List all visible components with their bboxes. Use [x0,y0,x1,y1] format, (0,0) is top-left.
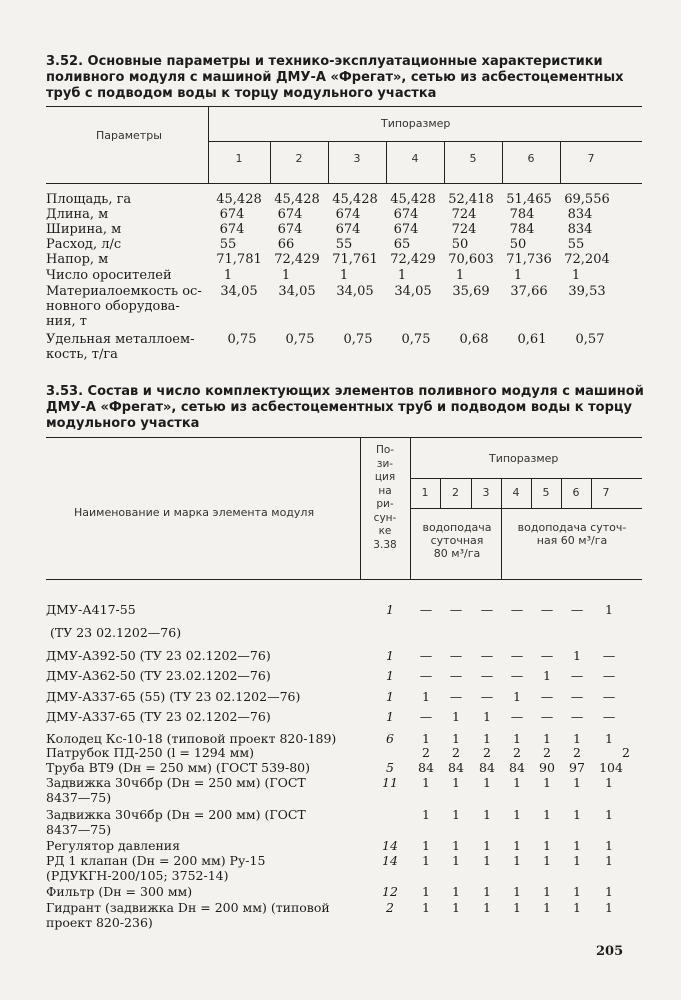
water80-line: 80 м³/га [433,547,481,560]
cell: 834 [567,222,593,237]
cell: 1 [422,689,430,704]
cell: 674 [277,207,303,222]
table2-col-divider [531,478,532,508]
cell: 0,75 [343,332,373,347]
table1-col-divider [560,141,561,183]
table1-col-divider [502,141,503,183]
cell: 72,429 [274,252,320,267]
cell: 1 [452,900,460,915]
cell: — [449,689,463,704]
position-number: 1 [386,648,394,663]
cell: 1 [513,775,521,790]
table2-top-rule [46,437,642,438]
cell: — [510,668,524,683]
water80-line: водоподача [422,521,492,534]
cell: 1 [513,689,521,704]
cell: 724 [451,222,477,237]
position-number: 14 [382,838,398,853]
row-label: Колодец Кс-10-18 (типовой проект 820-189) [46,731,337,746]
cell: 1 [452,853,460,868]
row-label: Площадь, га [46,192,132,207]
table2-caption-line-3: модульного участка [46,416,200,431]
cell: 0,68 [459,332,489,347]
cell: 674 [277,222,303,237]
table2-col-header: 7 [602,486,610,499]
table1-group-rule [208,141,642,142]
cell: 55 [567,237,585,252]
table1-group-header: Типоразмер [381,117,451,130]
cell: 834 [567,207,593,222]
row-label: ния, т [46,314,87,329]
cell: 784 [509,222,535,237]
water60-line: водоподача суточ- [517,521,627,534]
cell: 1 [543,668,551,683]
table1-caption-line-2: поливного модуля с машиной ДМУ-А «Фрегат», сетью из асбестоцементных [46,70,624,85]
table2-group-rule [410,478,642,479]
cell: 0,61 [517,332,547,347]
row-label: Ширина, м [46,222,122,237]
position-number: 1 [386,602,394,617]
cell: 1 [605,602,613,617]
cell: 1 [573,853,581,868]
position-number: 2 [386,900,394,915]
cell: 34,05 [220,284,258,299]
table1-col-header: 6 [527,152,535,165]
table1-col-header: 3 [353,152,361,165]
cell: — [510,602,524,617]
cell: 1 [543,775,551,790]
position-header-line: ри- [376,498,394,510]
cell: 724 [451,207,477,222]
row-label: ДМУ-А362-50 (ТУ 23.02.1202—76) [46,668,271,683]
cell: 39,53 [568,284,606,299]
cell: 52,418 [448,192,494,207]
cell: 1 [605,731,613,746]
cell: 1 [483,709,491,724]
water60-line: ная 60 м³/га [536,534,608,547]
cell: 2 [452,745,460,760]
cell: 1 [543,807,551,822]
cell: 0,57 [575,332,605,347]
table1-caption-line-1: 3.52. Основные параметры и технико-эксплуатационные характеристики [46,54,603,69]
row-label: кость, т/га [46,347,118,362]
position-header-line: ке [378,525,392,537]
cell: 104 [599,760,623,775]
cell: 1 [605,807,613,822]
cell: 2 [483,745,491,760]
position-header-line: сун- [373,511,397,524]
row-label: 8437—75) [46,822,112,837]
cell: 71,781 [216,252,262,267]
cell: 674 [393,207,419,222]
row-label: новного оборудова- [46,299,180,314]
cell: 1 [513,853,521,868]
table2-header-bottom-rule [46,579,642,580]
row-label: Напор, м [46,252,109,267]
position-header-line: ция [374,471,396,483]
position-number: 6 [386,731,394,746]
cell: 69,556 [564,192,610,207]
table2-caption-line-2: ДМУ-А «Фрегат», сетью из асбестоцементных труб и подводом воды к торцу [46,400,633,415]
cell: 1 [483,731,491,746]
cell: 1 [452,838,460,853]
table2-name-header: Наименование и марка элемента модуля [74,506,315,519]
cell: 1 [452,807,460,822]
cell: 1 [573,807,581,822]
cell: 1 [223,268,233,283]
cell: 1 [513,884,521,899]
cell: 1 [422,731,430,746]
table1-params-header: Параметры [96,129,162,142]
row-label: ДМУ-А417-55 [46,602,136,617]
cell: — [540,648,554,663]
cell: 1 [605,853,613,868]
table2-water60-header [503,521,641,547]
cell: 84 [509,760,525,775]
cell: — [602,668,616,683]
position-header-line: 3.38 [373,538,397,551]
cell: 37,66 [510,284,548,299]
cell: 1 [605,900,613,915]
cell: 2 [573,745,581,760]
cell: 674 [393,222,419,237]
table1-col-header: 4 [411,152,419,165]
table2-group-header: Типоразмер [489,452,559,465]
cell: — [449,602,463,617]
cell: 35,69 [452,284,490,299]
cell: 1 [422,900,430,915]
row-label: ДМУ-А337-65 (ТУ 23 02.1202—76) [46,709,271,724]
position-number: 12 [382,884,398,899]
cell: 1 [452,709,460,724]
cell: — [602,709,616,724]
cell: 71,761 [332,252,378,267]
table2-name-divider [360,437,361,579]
cell: — [480,602,494,617]
cell: 1 [422,838,430,853]
cell: — [602,648,616,663]
table1-col-headers [208,152,642,172]
position-header-line: зи- [376,457,394,470]
table1-caption-line-3: труб с подводом воды к торцу модульного участка [46,86,437,101]
cell: 1 [281,268,291,283]
cell: 84 [448,760,464,775]
cell: 1 [543,853,551,868]
cell: — [449,668,463,683]
table2-col-header: 3 [482,486,490,499]
cell: 674 [335,222,361,237]
cell: — [570,602,584,617]
cell: 72,204 [564,252,610,267]
cell: 45,428 [390,192,436,207]
cell: 1 [339,268,349,283]
cell: 2 [513,745,521,760]
cell: — [570,709,584,724]
cell: — [419,602,433,617]
row-label: (РДУКГН-200/105; 3752-14) [46,868,229,883]
position-header-line: По- [375,444,395,456]
cell: 1 [452,775,460,790]
cell: — [419,709,433,724]
cell: 71,736 [506,252,552,267]
cell: 0,75 [401,332,431,347]
cell: 784 [509,207,535,222]
cell: 34,05 [336,284,374,299]
cell: 1 [605,884,613,899]
cell: 1 [573,648,581,663]
cell: 1 [543,731,551,746]
cell: — [540,689,554,704]
table2-cols-rule [410,508,642,509]
cell: 1 [513,807,521,822]
cell: 45,428 [332,192,378,207]
cell: 1 [573,731,581,746]
cell: 0,75 [227,332,257,347]
cell: 1 [543,838,551,853]
cell: 34,05 [278,284,316,299]
cell: 55 [219,237,237,252]
cell: — [570,668,584,683]
cell: 1 [455,268,465,283]
cell: — [570,689,584,704]
cell: 70,603 [448,252,494,267]
cell: 1 [483,853,491,868]
table2-position-header [362,444,408,552]
cell: — [540,602,554,617]
cell: 1 [483,807,491,822]
cell: 50 [451,237,469,252]
table1-col-header: 1 [235,152,243,165]
cell: 1 [452,884,460,899]
cell: 66 [277,237,295,252]
cell: — [449,648,463,663]
cell: 1 [483,900,491,915]
cell: 1 [543,884,551,899]
cell: 51,465 [506,192,552,207]
cell: 0,75 [285,332,315,347]
cell: — [480,648,494,663]
table2-water80-header [412,521,502,560]
row-label: Удельная металлоем- [46,332,195,347]
row-label: ДМУ-А392-50 (ТУ 23 02.1202—76) [46,648,271,663]
cell: 1 [571,268,581,283]
row-label: Длина, м [46,207,109,222]
table2-col-header: 5 [542,486,550,499]
water80-line: суточная [430,534,484,547]
cell: 674 [335,207,361,222]
table1-col-divider [386,141,387,183]
row-label: Расход, л/с [46,237,122,252]
position-number: 5 [386,760,394,775]
row-label: Гидрант (задвижка Dн = 200 мм) (типовой [46,900,330,915]
row-label: Задвижка 30ч6бр (Dн = 250 мм) (ГОСТ [46,775,306,790]
cell: 1 [573,900,581,915]
table1-header-bottom-rule [46,183,642,184]
row-label: Число оросителей [46,268,172,283]
cell: — [510,648,524,663]
cell: 1 [513,900,521,915]
cell: 2 [422,745,430,760]
table2-col-divider [440,478,441,508]
cell: 55 [335,237,353,252]
position-number: 1 [386,689,394,704]
row-label: 8437—75) [46,790,112,805]
cell: — [419,668,433,683]
cell: 1 [513,731,521,746]
table1-col-header: 2 [295,152,303,165]
page-number: 205 [596,944,624,959]
cell: 2 [543,745,551,760]
cell: — [419,648,433,663]
table2-caption-line-1: 3.53. Состав и число комплектующих элементов поливного модуля с машиной [46,384,644,399]
table2-col-header: 4 [512,486,520,499]
table2-col-divider [561,478,562,508]
cell: 1 [483,775,491,790]
cell: 674 [219,222,245,237]
table2-col-header: 2 [452,486,459,499]
cell: 1 [543,900,551,915]
table1-col-header: 7 [587,152,595,165]
cell: 1 [513,268,523,283]
table2-col-headers [410,486,642,504]
row-label: ДМУ-А337-65 (55) (ТУ 23 02.1202—76) [46,689,301,704]
cell: 1 [483,884,491,899]
cell: — [480,689,494,704]
cell: 65 [393,237,411,252]
cell: — [602,689,616,704]
table1-col-divider [328,141,329,183]
cell: 674 [219,207,245,222]
cell: 34,05 [394,284,432,299]
cell: 1 [573,884,581,899]
row-label: проект 820-236) [46,915,153,930]
cell: 1 [397,268,407,283]
row-label: РД 1 клапан (Dн = 200 мм) Ру-15 [46,853,266,868]
cell: 1 [605,775,613,790]
position-number: 1 [386,709,394,724]
row-label: (ТУ 23 02.1202—76) [50,625,182,640]
row-label: Фильтр (Dн = 300 мм) [46,884,193,899]
table1-col-header: 5 [469,152,477,165]
position-number: 14 [382,853,398,868]
cell: 97 [569,760,585,775]
cell: 1 [422,884,430,899]
cell: 1 [422,807,430,822]
cell: 72,429 [390,252,436,267]
cell: 1 [483,838,491,853]
row-label: Патрубок ПД-250 (l = 1294 мм) [46,745,254,760]
row-label: Материалоемкость ос- [46,284,202,299]
row-label: Труба ВТ9 (Dн = 250 мм) (ГОСТ 539-80) [46,760,311,775]
cell: 1 [422,775,430,790]
table2-col-header: 1 [421,486,429,499]
cell: 1 [422,853,430,868]
cell: 1 [605,838,613,853]
cell: 45,428 [274,192,320,207]
table2-col-divider [591,478,592,508]
row-label: Регулятор давления [46,838,181,853]
cell: 50 [509,237,527,252]
table2-col-divider [471,478,472,508]
cell: 1 [573,775,581,790]
table1-top-rule [46,106,642,107]
row-label: Задвижка 30ч6бр (Dн = 200 мм) (ГОСТ [46,807,306,822]
table1-col-divider [444,141,445,183]
cell: 84 [479,760,495,775]
table2-col-header: 6 [572,486,580,499]
table1-col-divider [270,141,271,183]
cell: 84 [418,760,434,775]
position-header-line: на [378,484,392,497]
cell: — [510,709,524,724]
cell: — [540,709,554,724]
cell: 90 [539,760,555,775]
position-number: 1 [386,668,394,683]
cell: 45,428 [216,192,262,207]
cell: 2 [622,745,630,760]
cell: — [480,668,494,683]
position-number: 11 [382,775,398,790]
cell: 1 [573,838,581,853]
cell: 1 [452,731,460,746]
cell: 1 [513,838,521,853]
